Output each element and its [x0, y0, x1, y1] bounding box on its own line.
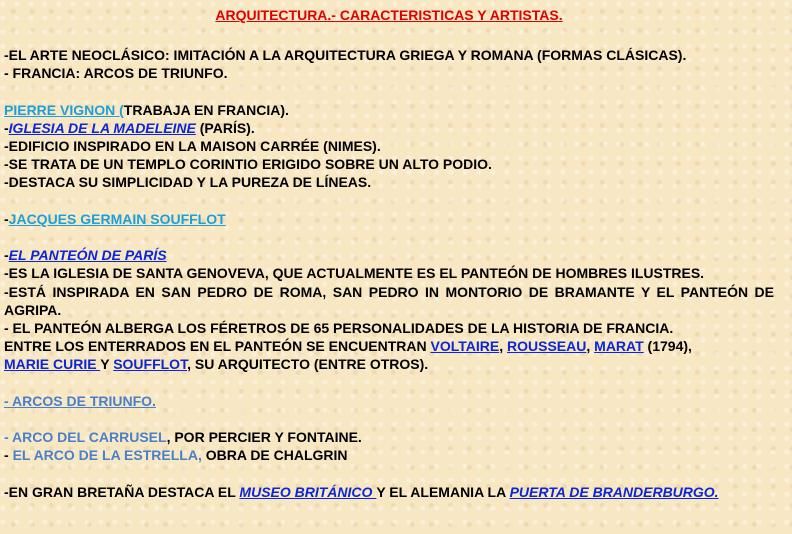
pantheon-line-4: - EL PANTEÓN ALBERGA LOS FÉRETROS DE 65 PERSONALIDADES DE LA HISTORIA DE FRANCIA.	[4, 320, 674, 336]
dash: -	[4, 210, 9, 227]
vignon-heading-rest: TRABAJA EN FRANCIA).	[123, 101, 289, 118]
soufflot-link[interactable]: JACQUES GERMAIN SOUFFLOT	[8, 210, 226, 227]
marat-year: (1794),	[643, 338, 692, 355]
pantheon-line-5	[4, 337, 774, 355]
vignon-line-4: -SE TRATA DE UN TEMPLO CORINTIO ERIGIDO SOBRE UN ALTO PODIO.	[4, 156, 492, 173]
dash: -	[4, 119, 9, 136]
madeleine-line	[4, 119, 774, 137]
intro-line-1: -EL ARTE NEOCLÁSICO: IMITACIÓN A LA ARQUITECTURA GRIEGA Y ROMANA (FORMAS CLÁSICAS).	[4, 47, 687, 63]
pantheon-link[interactable]: EL PANTEÓN DE PARÍS	[8, 247, 167, 264]
spacer	[4, 228, 774, 246]
madeleine-link[interactable]: IGLESIA DE LA MADELEINE	[8, 119, 196, 136]
spacer	[4, 192, 774, 210]
marat-link[interactable]: MARAT	[594, 338, 644, 355]
pantheon-heading	[4, 246, 774, 264]
intro-line-2: - FRANCIA: ARCOS DE TRIUNFO.	[4, 65, 228, 82]
museo-link[interactable]: MUSEO BRITÁNICO	[239, 483, 377, 500]
arcos-heading	[4, 392, 774, 410]
madeleine-rest: (PARÍS).	[195, 119, 255, 136]
vignon-link[interactable]: PIERRE VIGNON (	[4, 101, 124, 118]
marie-curie-link[interactable]: MARIE CURIE	[4, 356, 101, 373]
separator: Y	[100, 356, 114, 373]
rousseau-link[interactable]: ROUSSEAU	[507, 338, 587, 355]
page-title: ARQUITECTURA.- CARACTERISTICAS Y ARTISTAS.	[215, 7, 563, 23]
carrusel-line	[4, 428, 774, 446]
soufflot-heading	[4, 210, 774, 228]
spacer	[4, 410, 774, 428]
spacer	[4, 465, 774, 483]
dash: -	[4, 447, 13, 464]
buried-intro: ENTRE LOS ENTERRADOS EN EL PANTEÓN SE ENCUENTRAN	[4, 338, 431, 355]
vignon-line-5: -DESTACA SU SIMPLICIDAD Y LA PUREZA DE LÍNEAS.	[4, 174, 372, 191]
arcos-link[interactable]: - ARCOS DE TRIUNFO.	[4, 392, 156, 409]
closing-mid: Y EL ALEMANIA LA	[376, 483, 510, 500]
carrusel-link[interactable]: - ARCO DEL CARRUSEL	[4, 429, 167, 446]
pantheon-line-6-rest: , SU ARQUITECTO (ENTRE OTROS).	[187, 356, 429, 373]
carrusel-rest: , POR PERCIER Y FONTAINE.	[166, 429, 362, 446]
spacer	[4, 374, 774, 392]
closing-paragraph	[4, 483, 774, 501]
soufflot-inline-link[interactable]: SOUFFLOT	[113, 356, 188, 373]
pantheon-line-3: -ESTÁ INSPIRADA EN SAN PEDRO DE ROMA, SAN PEDRO IN MONTORIO DE BRAMANTE Y EL PANTEÓN DE AGRIPA.	[4, 283, 774, 318]
closing-pre: -EN GRAN BRETAÑA DESTACA EL	[4, 483, 240, 500]
estrella-link[interactable]: EL ARCO DE LA ESTRELLA,	[12, 447, 202, 464]
separator: ,	[586, 338, 595, 355]
separator: ,	[499, 338, 508, 355]
estrella-line	[4, 446, 774, 464]
puerta-link[interactable]: PUERTA DE BRANDERBURGO.	[509, 483, 719, 500]
pantheon-line-6	[4, 355, 774, 373]
voltaire-link[interactable]: VOLTAIRE	[430, 338, 500, 355]
dash: -	[4, 247, 9, 264]
vignon-heading	[4, 101, 774, 119]
vignon-line-3: -EDIFICIO INSPIRADO EN LA MAISON CARRÉE (NIMES).	[4, 138, 381, 154]
pantheon-line-2: -ES LA IGLESIA DE SANTA GENOVEVA, QUE ACTUALMENTE ES EL PANTEÓN DE HOMBRES ILUSTRES.	[4, 265, 705, 282]
estrella-rest: OBRA DE CHALGRIN	[201, 447, 348, 464]
spacer	[4, 82, 774, 100]
